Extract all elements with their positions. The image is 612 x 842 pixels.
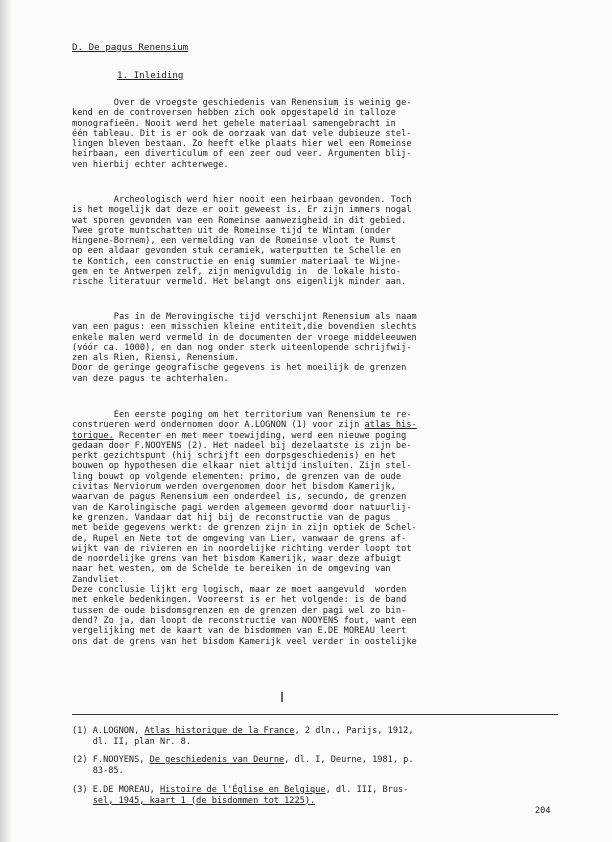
paragraph-1: Over de vroegste geschiedenis van Renensium is weinig ge- kend en de controversen hebben zich ook opgestapeld in talloze monografieën. Nooit werd het gehele materiaal samengebracht in één tableau. Dit is er ook de oorzaak van dat vele dubieuze stel- lingen bleven bestaan. Zo heeft elke plaats hier wel een Romeinse heirbaan, een diverticulum of een zeer oud veer. Argumenten blij- ven hierbij echter achterwege. [72, 98, 412, 170]
footnote-title: Histoire de l'Église en Belgique [159, 785, 326, 795]
footnote-author: E.DE MOREAU, [92, 785, 160, 795]
paragraph-4-rest: Recenter en met meer toewijding, werd een nieuwe poging gedaan door F.NOOYENS (2). Het nadeel bij dezelaatste is zijn be- perkt gezichtspunt (hij schrijft een dorpsgeschiedenis) en het bouwen op hypothesen die elkaar niet altijd insluiten. Zijn stel- ling bouwt op volgende elementen: primo, de grenzen van de oude civitas Nerviorum werden overgenomen door het bisdom Kamerijk, waarvan de pagus Renensium een onderdeel is, secundo, de grenzen van de Karolingische pagi werden algemeen gevormd door natuurlij- ke grenzen. Vandaar dat hij bij de reconstructie van de pagus met beide gegevens werkt: de grenzen zijn in zijn optiek de Schel- de, Rupel en Nete tot de omgeving van Lier, vanwaar de grens af- wijkt van de rivieren en in noordelijke richting verder loopt tot de noordelijke grens van het bisdom Kamerijk, waar deze afbuigt naar het westen, om de Schelde te bereiken in de omgeving van Zandvliet. Deze conclusie lijkt erg logisch, maar ze moet aangevuld worden met enkele bedenkingen. Vooreerst is er het volgende: is de band tussen de oude bisdomsgrenzen en de grenzen der pagi wel zo bin- dend? Zo ja, dan loopt de reconstructie van NOOYENS fout, want een vergelijking met de kaart van de bisdommen van E.DE MOREAU leert ons dat de grens van het bisdom Kamerijk veel verder in oostelijke [72, 430, 417, 647]
scan-spine-shadow [0, 0, 12, 842]
margin-mark [281, 692, 283, 702]
footnote-number: (2) [72, 755, 88, 765]
footnote-rule [72, 714, 558, 715]
footnote-number: (1) [72, 726, 88, 736]
footnote-line2: dl. II, plan Nr. 8. [92, 736, 192, 747]
footnote-title: Atlas historique de la France [144, 726, 295, 736]
footnote-line2: sel, 1945, kaart 1 (de bisdommen tot 1225). [92, 795, 316, 806]
footnote-title: De geschiedenis van Deurne [149, 755, 285, 765]
atlas-link-part1: atlas his- [364, 420, 417, 431]
footnote-2 [72, 755, 560, 776]
paragraph-4-start: Een eerste poging om het territorium van Renensium te re- construeren werd ondernomen door A.LOGNON (1) voor zijn [72, 410, 412, 431]
atlas-link-part2: torique. [72, 430, 114, 441]
footnote-author: F.NOOYENS, [92, 755, 150, 765]
section-title: D. De pagus Renensium [72, 42, 189, 53]
paragraph-4 [72, 410, 560, 647]
footnote-line2: 83-85. [92, 765, 124, 776]
footnote-1 [72, 726, 560, 747]
footnote-author: A.LOGNON, [92, 726, 145, 736]
page-number: 204 [535, 806, 551, 816]
footnote-rest: , 2 dln., Parijs, 1912, [294, 726, 414, 736]
paragraph-2: Archeologisch werd hier nooit een heirbaan gevonden. Toch is het mogelijk dat deze er ooit geweest is. Er zijn immers nogal wat sporen gevonden van een Romeinse aanwezigheid in dit gebied. Twee grote muntschatten uit de Romeinse tijd te Wintam (onder Hingene-Bornem), een vermelding van de Romeinse vloot te Rumst op een aldaar gevonden stuk ceramiek, waterputten te Schelle en te Kontich, een constructie en enig summier materiaal te Wijne- gem en te Antwerpen zelf, zijn menigvuldig in de lokale histo- rische literatuur vermeld. Het belangt ons eigenlijk minder aan. [72, 195, 412, 288]
footnote-rest: , dl. I, Deurne, 1981, p. [284, 755, 414, 765]
subheading: 1. Inleiding [117, 70, 184, 81]
footnote-number: (3) [72, 785, 88, 795]
footnote-rest: , dl. III, Brus- [325, 785, 409, 795]
footnote-3 [72, 785, 560, 806]
paragraph-3: Pas in de Merovingische tijd verschijnt Renensium als naam van een pagus: een misschien kleine entiteit,die bovendien slechts enkele malen werd vermeld in de documenten der vroege middeleeuwen (vóór ca. 1000), en dan nog onder sterk uiteenlopende schrijfwij- zen als Rien, Riensi, Renensium. Door de geringe geografische gegevens is het moeilijk de grenzen van deze pagus te achterhalen. [72, 312, 417, 384]
